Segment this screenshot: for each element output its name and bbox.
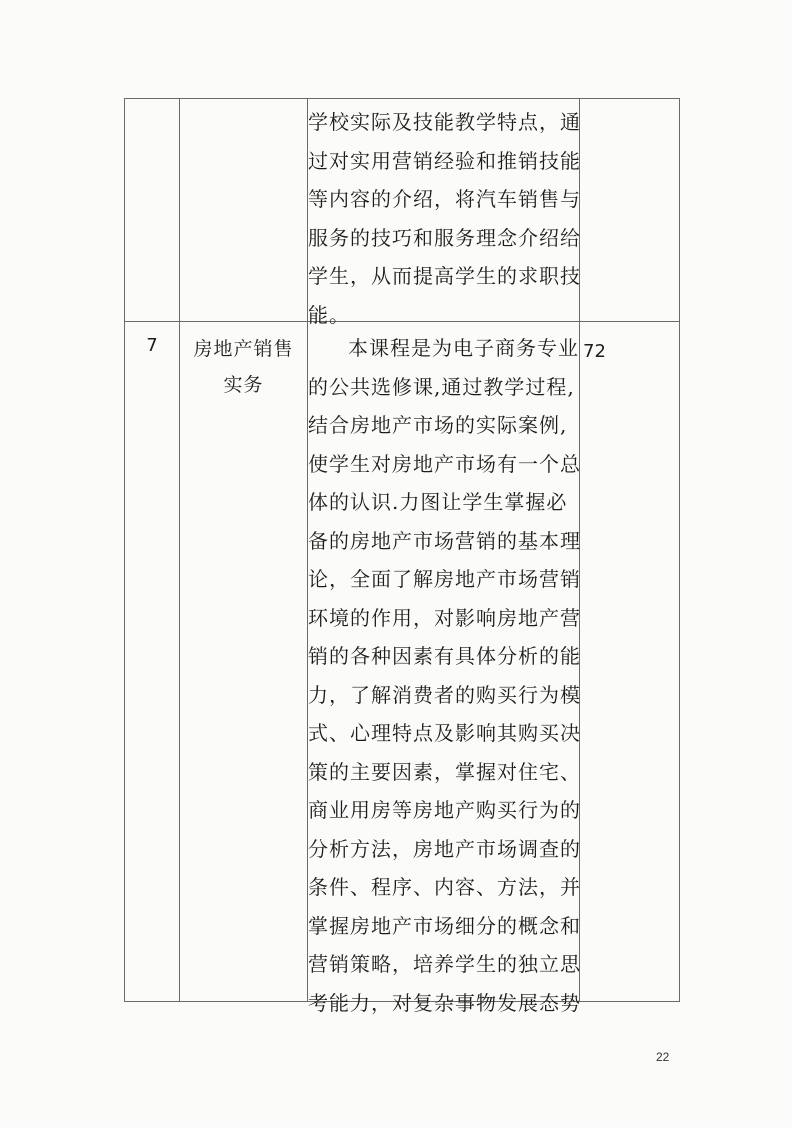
description-line: 分析方法，房地产市场调查的 (308, 836, 581, 861)
course-name-line: 实务 (223, 374, 264, 396)
course-name-line: 房地产销售 (193, 338, 294, 360)
description-line: 环境的作用，对影响房地产营 (308, 605, 581, 630)
description-line: 式、心理特点及影响其购买决 (308, 721, 581, 745)
course-table (124, 98, 680, 1015)
row-2-course-name (180, 331, 307, 403)
description-line: 商业用房等房地产购买行为的 (308, 798, 581, 822)
row-1-description (308, 103, 581, 334)
description-line: 销的各种因素有具体分析的能 (308, 644, 581, 668)
description-line: 的公共选修课,通过教学过程, (308, 374, 575, 399)
description-line: 能。 (308, 302, 350, 327)
column-divider (179, 99, 180, 1001)
description-line: 营销策略，培养学生的独立思 (308, 952, 581, 976)
description-line: 备的房地产市场营销的基本理 (308, 528, 581, 553)
description-line: 结合房地产市场的实际案例, (308, 413, 568, 437)
description-line: 力，了解消费者的购买行为模 (308, 682, 581, 707)
row-2-number: 7 (146, 335, 158, 356)
description-line: 使学生对房地产市场有一个总 (308, 451, 581, 476)
page-number: 22 (656, 1050, 670, 1064)
row-2-hours: 72 (583, 341, 606, 362)
description-line: 体的认识.力图让学生掌握必 (308, 490, 568, 514)
description-line: 策的主要因素，掌握对住宅、 (308, 759, 581, 784)
description-line: 等内容的介绍，将汽车销售与 (308, 187, 581, 211)
description-line: 学校实际及技能教学特点，通 (308, 110, 581, 134)
description-line: 服务的技巧和服务理念介绍给 (308, 225, 581, 250)
description-line: 论，全面了解房地产市场营销 (308, 567, 581, 591)
description-line: 本课程是为电子商务专业 (348, 336, 579, 360)
description-line: 考能力，对复杂事物发展态势 (308, 990, 581, 1015)
row-2-description (308, 329, 581, 1022)
description-line: 条件、程序、内容、方法，并 (308, 875, 581, 899)
description-line: 学生，从而提高学生的求职技 (308, 264, 581, 288)
description-line: 掌握房地产市场细分的概念和 (308, 913, 581, 938)
description-line: 过对实用营销经验和推销技能 (308, 148, 581, 173)
